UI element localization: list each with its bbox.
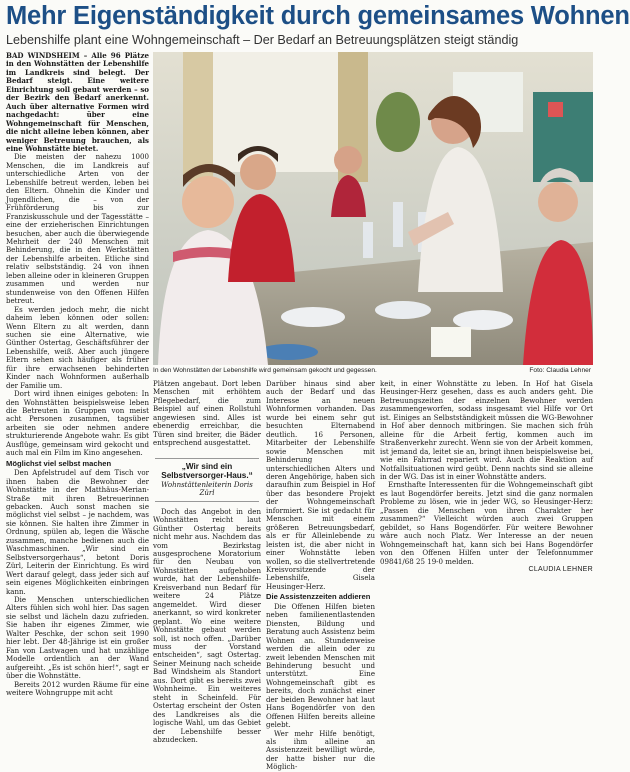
quote-author: Wohnstättenleiterin Doris Zürl [161, 480, 253, 498]
article-photo [153, 52, 593, 365]
subheadline: Lebenshilfe plant eine Wohngemeinschaft – Der Bedarf an Betreuungsplätzen steigt ständig [6, 33, 519, 47]
paragraph: Den Apfelstrudel auf dem Tisch vor ihnen haben die Bewohner der Wohnstätte in der Matthäus-Merian-Straße mit ihren Betreuerinnen gebacken. Auch sonst machen sie möglichst viel selbst – je nachdem, was sie können. Sie halten ihre Zimmer in Ordnung, spülen ab, legen die Wäsche zusammen, manche bedienen auch die Waschmaschinen. „Wir sind ein Selbstversorgerhaus“, betont Doris Zürl, Leiterin der Einrichtung. Es wird Wert darauf gelegt, dass jeder sich auf sein eigenes Möglichkeiten einbringen kann. [6, 468, 149, 596]
paragraph: Ernsthafte Interessenten für die Wohngemeinschaft gibt es laut Bogendörfer bereits. Jetzt sind die ganz normalen Probleme zu lösen, wie in jeder WG, so Heusinger-Herz: „Passen die Menschen von ihren Charakter her zusammen?“ Vielleicht würden auch zwei Gruppen gebildet, so Hans Bogendörfer. Für weitere Bewohner wäre auch noch Platz. Wer Interesse an der neuen Wohngemeinschaft hat, kann sich bei Hans Bogendörfer von den Offenen Hilfen unter der Telefonnummer 09841/68 25 19-0 melden. [380, 480, 593, 566]
paragraph: Dort wird ihnen einiges geboten: In den Wohnstätten beispielsweise leben die Betreuten in Gruppen von meist acht Personen zusammen, tagsüber arbeiten sie oder nehmen andere strukturierende Angebote wahr. Es gibt Ausflüge, gemeinsam wird gekocht und auch mal ein Film im Kino angesehen. [6, 389, 149, 458]
paragraph: Die meisten der nahezu 1000 Menschen, die im Landkreis auf unterschiedliche Arten von der Lebenshilfe betreut werden, leben bei den Eltern. Ohnehin die Kinder und Jugendlichen, die – von der Frühförderung bis zur Franziskusschule und der Tagesstätte – eine der erzieherischen Einrichtungen besuchen, aber auch die überwiegende Mehrheit der 240 Menschen mit Behinderung, die in den Werkstätten der Lebenshilfe arbeiten. Etliche sind relativ selbstständig. 24 von ihnen leben alleine oder in kleineren Gruppen zusammen und werden nur stundenweise von den Offenen Hilfen betreut. [6, 152, 149, 306]
quote-box [155, 458, 259, 502]
article-column-3 [266, 379, 375, 772]
paragraph: Wer mehr Hilfe benötigt, als ihm alleine an Assistenzzeit bewilligt würde, der hatte bisher nur die Möglich- [266, 728, 375, 772]
headline: Mehr Eigenständigkeit durch gemeinsames Wohnen [6, 2, 630, 30]
photo-caption-row [153, 367, 593, 374]
author-byline: CLAUDIA LEHNER [528, 565, 593, 573]
section-heading: Die Assistenzzeiten addieren [266, 592, 371, 602]
section-heading: Möglichst viel selbst machen [6, 458, 112, 468]
photo-credit: Foto: Claudia Lehner [529, 367, 591, 374]
paragraph: Darüber hinaus sind aber auch der Bedarf und das Interesse an neuen Wohnformen vorhanden. Das wurde bei einem sehr gut besuchten Elternabend deutlich. 16 Personen, Mitarbeiter der Lebenshilfe sowie Menschen mit Behinderung unterschiedlichen Alters und deren Angehörige, haben sich daraufhin zum Beispiel in Hof über das besondere Projekt der Wohngemeinschaft informiert. Sie ist gedacht für Menschen mit einem größeren Betreuungsbedarf, als er für Alleinlebende zu leisten ist, die aber nicht in einer Wohnstätte leben wollen, so die stellvertretende Kreisvorsitzende der Lebenshilfe, Gisela Heusinger-Herz. [266, 379, 375, 591]
article-column-4 [380, 380, 593, 657]
paragraph: Plätzen angebaut. Dort leben Menschen mit erhöhtem Pflegebedarf, die zum Beispiel auf einen Rollstuhl angewiesen sind. Alles ist ebenerdig erreichbar, die Türen sind breiter, die Bäder entsprechend ausgestattet. [153, 379, 261, 448]
paragraph: Die Menschen unterschiedlichen Alters fühlen sich wohl hier. Das sagen sie selbst und lächeln dazu zufrieden. Sie haben ihr eigenes Zimmer, wie Walter Peschke, der schon seit 1990 hier lebt. Der 48-Jährige ist ein großer Fan von Lastwagen und hat unzählige Modelle ordentlich an der Wand aufgereiht. „Es ist schön hier!“, sagt er über die Wohnstätte. [6, 595, 149, 681]
photo-illustration [153, 52, 593, 365]
paragraph: Es werden jedoch mehr, die nicht daheim leben können oder sollen: Wenn Eltern zu alt werden, dann suchen sie eine Alternative, wie Günther Ostertag, Geschäftsführer der Lebenshilfe, weiß. Aber auch jüngere Eltern sehen sich häufiger als früher für ihre erwachsenen behinderten Kinder nach Wohnformen außerhalb der Familie um. [6, 304, 149, 390]
article-column-2 [153, 379, 261, 744]
article-column-1 [6, 51, 149, 697]
paragraph: Die Offenen Hilfen bieten neben familienentlastenden Diensten, Bildung und Beratung auch Assistenz beim Wohnen an. Stundenweise werden die allein oder zu zweit lebenden Menschen mit Behinderung besucht und unterstützt. Eine Wohngemeinschaft gibt es bereits, doch zunächst einer der beiden Bewohner hat laut Hans Bogendörfer von den Offenen Hilfen bereits alleine gelebt. [266, 601, 375, 730]
quote-text: „Wir sind ein Selbstversorger-Haus.“ [161, 461, 253, 481]
paragraph: keit, in einer Wohnstätte zu leben. In Hof hat Gisela Heusinger-Herz gesehen, dass es auch anders geht. Die Betreuungszeiten der einzelnen Bewohner werden zusammengeworfen, sodass insgesamt viel Hilfe vor Ort ist. Einiges an Selbstständigkeit müssen die WG-Bewohner in Hof aber dennoch mitbringen. Sie machen sich früh alleine für die Arbeit fertig, kommen auch im Straßenverkehr zurecht. Wenn sie von der Arbeit kommen, ist jemand da, leitet sie an, bringt ihnen beispielsweise bei, wie ein Fahrrad repariert wird. Auch die Reaktion auf Notfallsituationen wird geübt. Denn nachts sind sie alleine in der WG. Das ist in einer Wohnstätte anders. [380, 379, 593, 481]
lead-paragraph: BAD WINDSHEIM – Alle 96 Plätze in den Wohnstätten der Lebenshilfe im Landkreis sind belegt. Der Bedarf steigt. Eine weitere Einrichtung soll gebaut werden – so der Bezirk den Bedarf anerkennt. Auch über alternative Formen wird nachgedacht: über eine Wohngemeinschaft für Menschen, die nicht alleine leben können, aber weniger Betreuung brauchen, als eine Wohnstätte bietet. [6, 51, 149, 153]
paragraph: Bereits 2012 wurden Räume für eine weitere Wohngruppe mit acht [6, 679, 149, 697]
paragraph: Doch das Angebot in den Wohnstätten reicht laut Günther Ostertag bereits nicht mehr aus. Nachdem das vom Bezirkstag ausgesprochene Moratorium für den Neubau von Wohnstätten aufgehoben wurde, hat der Lebenshilfe-Kreisverband nun Bedarf für weitere 24 Plätze angemeldet. Wird dieser anerkannt, so wird konkreter geplant. Wo eine weitere Wohnstätte gebaut werden soll, ist noch offen. „Darüber muss der Vorstand entscheiden“, sagt Ostertag. Seiner Meinung nach scheide Bad Windsheim als Standort aus. Dort gibt es bereits zwei Wohnheime. Ein weiteres steht in Scheinfeld. Für Ostertag erscheint der Osten des Landkreises als die logische Wahl, um das Gebiet der Lebenshilfe besser abzudecken. [153, 506, 261, 744]
photo-caption: In den Wohnstätten der Lebenshilfe wird gemeinsam gekocht und gegessen. [153, 367, 377, 374]
